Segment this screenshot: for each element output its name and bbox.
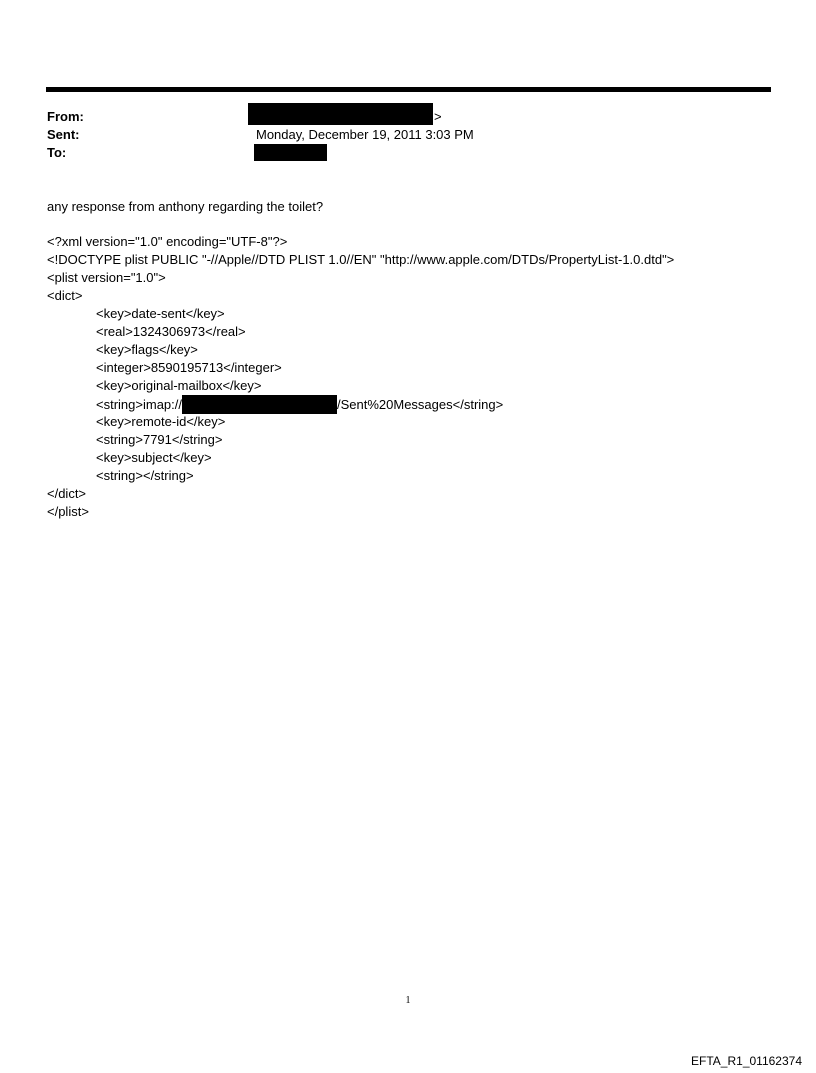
key-subject-line: <key>subject</key> xyxy=(96,450,212,465)
plist-xml-block xyxy=(47,233,674,521)
integer-value-line: <integer>8590195713</integer> xyxy=(96,360,282,375)
to-redaction xyxy=(254,144,327,161)
string-remote-id-line: <string>7791</string> xyxy=(96,432,223,447)
document-id: EFTA_R1_01162374 xyxy=(691,1054,802,1068)
dict-open-line: <dict> xyxy=(47,288,83,303)
message-body: any response from anthony regarding the toilet? xyxy=(47,199,324,214)
dict-close-line: </dict> xyxy=(47,486,87,501)
xml-declaration-line: <?xml version="1.0" encoding="UTF-8"?> xyxy=(47,234,288,249)
string-imap-line xyxy=(47,395,674,413)
key-original-mailbox-line: <key>original-mailbox</key> xyxy=(96,378,262,393)
real-value-line: <real>1324306973</real> xyxy=(96,324,246,339)
sent-label: Sent: xyxy=(47,127,80,142)
imap-suffix: /Sent%20Messages</string> xyxy=(337,397,504,412)
imap-redaction xyxy=(182,395,337,414)
string-subject-line: <string></string> xyxy=(96,468,194,483)
key-date-sent-line: <key>date-sent</key> xyxy=(96,306,225,321)
from-suffix: > xyxy=(434,109,442,124)
sent-value: Monday, December 19, 2011 3:03 PM xyxy=(256,127,474,142)
page-number: 1 xyxy=(405,995,411,1006)
key-flags-line: <key>flags</key> xyxy=(96,342,198,357)
key-remote-id-line: <key>remote-id</key> xyxy=(96,414,226,429)
plist-close-line: </plist> xyxy=(47,504,89,519)
to-label: To: xyxy=(47,145,67,160)
imap-prefix: <string>imap:// xyxy=(96,397,182,412)
from-label: From: xyxy=(47,109,84,124)
header-rule xyxy=(46,87,771,92)
plist-open-line: <plist version="1.0"> xyxy=(47,270,166,285)
doctype-line: <!DOCTYPE plist PUBLIC "-//Apple//DTD PLIST 1.0//EN" "http://www.apple.com/DTDs/PropertyList-1.0.dtd"> xyxy=(47,252,675,267)
from-redaction xyxy=(248,103,433,125)
